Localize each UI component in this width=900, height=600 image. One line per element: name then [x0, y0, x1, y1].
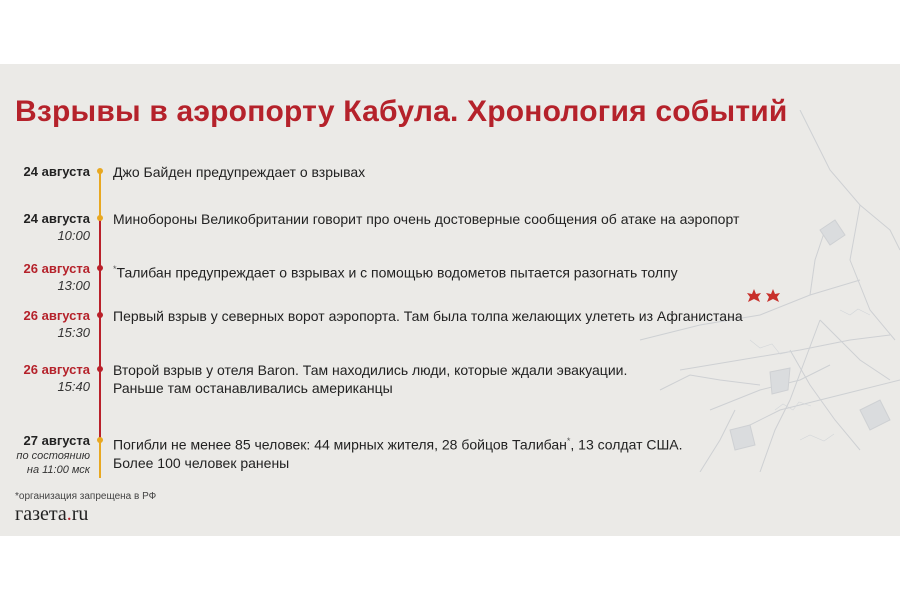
gazeta-logo [15, 503, 88, 526]
event-time: 13:00 [57, 278, 90, 293]
event-text [113, 163, 365, 181]
event-date: 27 августа [23, 433, 90, 448]
timeline-dot [97, 366, 103, 372]
kabul-map-illustration [560, 110, 900, 472]
event-date: 26 августа [23, 362, 90, 377]
event-text-main: Минобороны Великобритании говорит про очень достоверные сообщения об атаке на аэропорт [113, 211, 740, 227]
footnote-marker: * [113, 264, 117, 274]
timeline-segment-yellow [99, 438, 101, 478]
event-text-main: Второй взрыв у отеля Baron. Там находились люди, которые ждали эвакуации. [113, 362, 628, 378]
event-text-main: Джо Байден предупреждает о взрывах [113, 164, 366, 180]
event-date: 24 августа [23, 164, 90, 179]
event-date: 24 августа [23, 211, 90, 226]
event-text [113, 210, 739, 228]
event-text-second: Более 100 человек ранены [113, 454, 290, 471]
timeline-dot [97, 265, 103, 271]
maple-leaves-icon [746, 288, 782, 304]
event-text [113, 361, 627, 397]
event-text [113, 307, 743, 325]
timeline-dot [97, 168, 103, 174]
event-text [113, 432, 683, 472]
logo-tld: ru [71, 503, 89, 525]
event-time: 15:30 [57, 325, 90, 340]
page-title: Взрывы в аэропорту Кабула. Хронология событий [15, 95, 788, 128]
event-subnote: по состоянию [16, 450, 90, 462]
logo-dot: . [66, 503, 72, 525]
event-text-main: Первый взрыв у северных ворот аэропорта. Там была толпа желающих улететь из Афганистана [113, 308, 743, 324]
timeline-dot [97, 215, 103, 221]
timeline-dot [97, 437, 103, 443]
logo-name: газета [15, 503, 67, 525]
event-text-main: Погибли не менее 85 человек: 44 мирных жителя, 28 бойцов Талибан [113, 436, 567, 453]
timeline-dot [97, 312, 103, 318]
event-date: 26 августа [23, 308, 90, 323]
event-time: 10:00 [57, 228, 90, 243]
footnote: *организация запрещена в РФ [15, 491, 157, 502]
event-subnote: на 11:00 мск [26, 464, 90, 476]
timeline-segment-yellow [99, 171, 101, 219]
event-date: 26 августа [23, 261, 90, 276]
footnote-marker: * [566, 436, 571, 446]
event-text [113, 260, 678, 282]
event-time: 15:40 [57, 379, 90, 394]
event-text-tail: , 13 солдат США. [570, 436, 683, 453]
timeline-segment-red [99, 219, 101, 438]
event-text-main: Талибан предупреждает о взрывах и с помощью водометов пытается разогнать толпу [116, 264, 678, 281]
event-text-second: Раньше там останавливались американцы [113, 380, 393, 396]
